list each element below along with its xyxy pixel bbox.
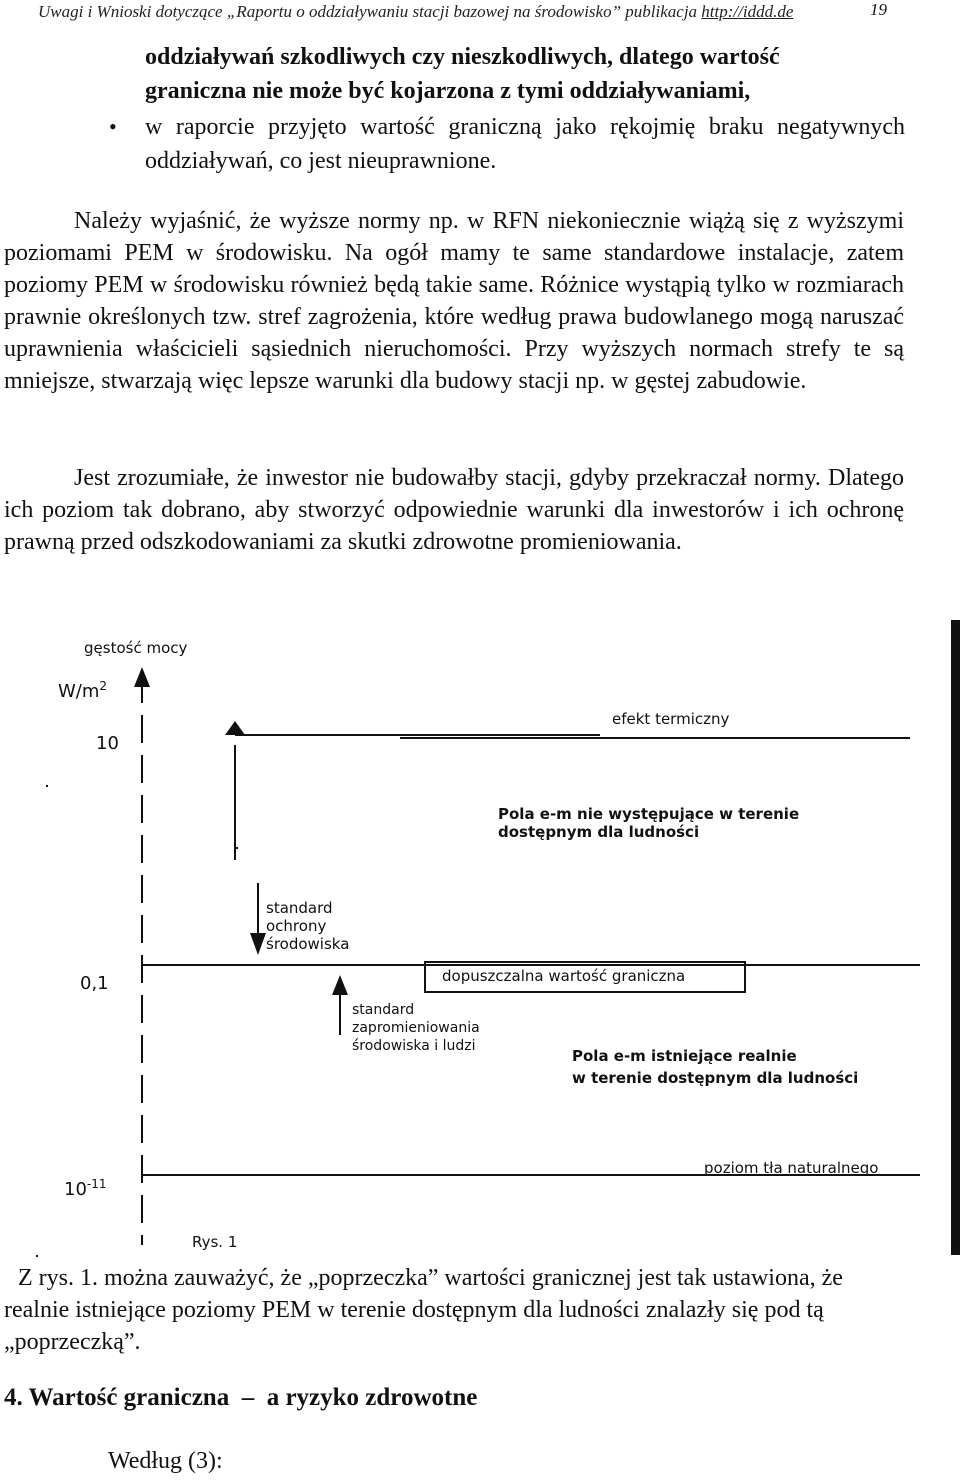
label-not-present-2: dostępnym dla ludności [498,823,700,841]
tick-0-1: 0,1 [80,973,109,994]
label-env-std-2: ochrony [266,917,327,935]
page-number: 19 [870,0,887,19]
label-natural: poziom tła naturalnego [704,1159,879,1177]
dot-1 [46,785,48,787]
paragraph-1-text: Należy wyjaśnić, że wyższe normy np. w RFN niekoniecznie wiążą się z wyższymi poziomami PEM w środowisku. Na ogół mamy te same standardowe instalacje, zatem poziomy PEM w środowisku również będą takie same. Różnice wystąpią tylko w rozmiarach prawnie określonych tzw. stref zagrożenia, które według prawa budowlanego mogą naruszać uprawnienia właścicieli sąsiednich nieruchomości. Przy wyższych normach strefy te są mniejsze, stwarzają więc lepsze warunki dla budowy stacji np. w gęstej zabudowie. [4,208,904,394]
label-not-present-1: Pola e-m nie występujące w terenie [498,805,800,823]
section-title: 4. Wartość graniczna – a ryzyko zdrowotne [4,1384,478,1411]
figure-rys-1 [0,615,960,1260]
bullet-icon: • [109,114,117,139]
header-link[interactable]: http://iddd.de [701,2,794,21]
tick-10: 10 [96,733,119,754]
label-thermal: efekt termiczny [612,710,730,728]
bold-line-1: oddziaływań szkodliwych czy nieszkodliwych, dlatego wartość [145,44,780,70]
according-to: Według (3): [108,1448,223,1474]
y-unit-exp: 2 [99,679,108,693]
header-text: Uwagi i Wnioski dotyczące „Raportu o oddziaływaniu stacji bazowej na środowisko” publikacja [38,2,702,21]
bold-block [145,40,905,108]
paragraph-1 [4,205,904,397]
right-margin-bar [951,620,960,1255]
y-unit [58,677,107,701]
tick-1e-11-exp: -11 [86,1177,107,1191]
label-present-1: Pola e-m istniejące realnie [572,1047,797,1065]
figure-caption: Rys. 1 [192,1233,238,1251]
page-header [38,2,908,22]
bullet-text: w raporcie przyjęto wartość graniczną jako rękojmię braku negatywnych oddziaływań, co jest nieuprawnione. [145,114,905,174]
paragraph-2 [4,462,904,558]
tick-1e-11-base: 10 [64,1179,87,1200]
dot-3 [36,1255,38,1257]
y-axis-arrowhead [134,667,150,687]
bullet-item [109,110,905,178]
y-title: gęstość mocy [84,639,188,657]
label-not-present [498,805,799,841]
label-limit: dopuszczalna wartość graniczna [442,967,686,985]
after-figure-paragraph: Z rys. 1. można zauważyć, że „poprzeczka” wartości granicznej jest tak ustawiona, że realnie istniejące poziomy PEM w terenie dostępnym dla ludności znalazły się pod tą „poprzeczką”. [4,1265,843,1355]
label-env-std-1: standard [266,899,333,917]
label-present-2: w terenie dostępnym dla ludności [572,1069,859,1087]
tick-1e-11 [64,1175,107,1199]
label-env-std [266,899,349,953]
paragraph-2-text: Jest zrozumiałe, że inwestor nie budowałby stacji, gdyby przekraczał normy. Dlatego ich poziom tak dobrano, aby stworzyć odpowiednie warunki dla inwestorów i ich ochronę prawną przed odszkodowaniami za skutki zdrowotne promieniowania. [4,465,904,555]
label-irr-std-3: środowiska i ludzi [352,1038,476,1054]
bold-line-2: graniczna nie może być kojarzona z tymi oddziaływaniami, [145,78,751,104]
label-irr-std [352,1001,480,1055]
thermal-arrowhead [225,721,245,735]
irr-std-arrowhead [332,975,348,995]
label-present [572,1045,858,1089]
label-irr-std-1: standard [352,1002,415,1018]
label-env-std-3: środowiska [266,935,350,953]
after-figure-text [4,1262,904,1358]
label-irr-std-2: zapromieniowania [352,1020,480,1036]
env-std-arrowhead [250,933,266,955]
dot-2 [236,847,238,849]
y-unit-base: W/m [58,681,100,702]
